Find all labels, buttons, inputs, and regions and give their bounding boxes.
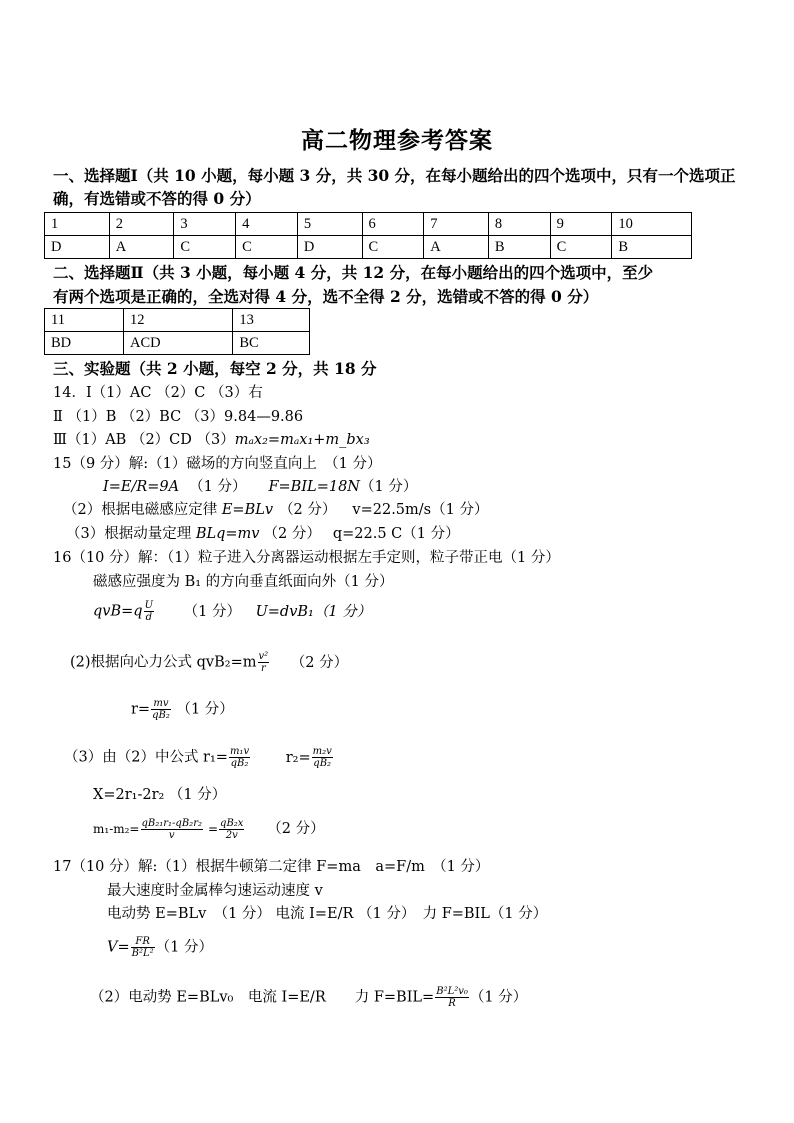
q17-formula-force	[90, 986, 527, 1009]
fraction	[312, 746, 333, 769]
table-cell: D	[297, 236, 362, 259]
numerator: v²	[258, 651, 269, 662]
formula-text: U=dvB₁（1 分）	[255, 603, 372, 620]
q16-line2: 磁感应强度为 B₁ 的方向垂直纸面向外（1 分）	[93, 574, 394, 590]
table-cell: B	[488, 236, 550, 259]
table-cell: BD	[45, 332, 124, 355]
table-cell: A	[109, 236, 174, 259]
q16-formula2	[70, 651, 348, 674]
section2-heading-line2: 有两个选项是正确的，全选对得 4 分，选不全得 2 分，选错或不答的得 0 分）	[53, 287, 599, 306]
q17-formula-velocity	[107, 936, 213, 959]
fraction	[435, 986, 469, 1009]
numerator: B²L²v₀	[436, 986, 468, 997]
table-cell: 12	[123, 309, 232, 332]
denominator: R	[448, 998, 456, 1009]
q15-line2	[103, 476, 417, 498]
denominator: 2v	[225, 830, 238, 841]
q16-formula3	[131, 698, 234, 721]
q15-charge: q=22.5 C（1 分）	[332, 526, 460, 542]
score: （1 分）	[155, 939, 213, 956]
q15-score: （2 分）	[279, 502, 337, 518]
table-cell: B	[612, 236, 692, 259]
table-row-answers	[45, 332, 310, 355]
numerator: qB₂₁r₁-qB₂r₂	[141, 818, 202, 829]
score: （1 分）	[469, 989, 528, 1006]
numerator: U	[144, 600, 153, 611]
q14-part3-prefix: Ⅲ（1）AB （2）CD （3）	[53, 432, 235, 448]
section1-answer-table	[44, 212, 692, 259]
page-title: 高二物理参考答案	[301, 127, 493, 154]
table-cell: 6	[362, 213, 424, 236]
score: （2 分）	[290, 654, 349, 671]
q17-line2: 最大速度时金属棒匀速运动速度 v	[107, 883, 323, 899]
formula-text: qvB=q	[93, 603, 143, 620]
q15-formula-momentum: BLq=mv	[195, 526, 260, 542]
denominator: qB₂	[313, 758, 332, 769]
fraction	[141, 818, 203, 841]
q15-text: （3）根据动量定理	[66, 526, 196, 542]
table-cell: 5	[297, 213, 362, 236]
numerator: FR	[131, 936, 155, 948]
table-cell: 7	[424, 213, 489, 236]
table-cell: C	[362, 236, 424, 259]
table-cell: BC	[233, 332, 310, 355]
section1-heading-line2: 确，有选错或不答的得 0 分）	[53, 189, 261, 208]
score: （2 分）	[267, 821, 325, 837]
q14-part3-formula: mₐx₂=mₐx₁+m_bx₃	[234, 432, 370, 448]
fraction	[131, 936, 155, 959]
q15-formula-emf: E=BLv	[221, 502, 274, 518]
numerator: m₁v	[229, 746, 250, 757]
q16-formula4	[64, 746, 334, 769]
section1-heading-line1: 一、选择题Ⅰ（共 10 小题，每小题 3 分，共 30 分，在每小题给出的四个选项中，只有一个选项正	[53, 166, 736, 185]
q15-line4	[66, 523, 460, 545]
formula-text: r₂=	[285, 749, 311, 766]
numerator: qB₂x	[220, 818, 244, 829]
formula-text: =	[207, 822, 219, 836]
denominator: d	[145, 612, 152, 623]
table-cell: 1	[45, 213, 110, 236]
denominator: r	[260, 663, 266, 674]
formula-text: m₁-m₂=	[93, 822, 140, 836]
q15-text: （2）根据电磁感应定律	[63, 502, 222, 518]
table-cell: 9	[550, 213, 612, 236]
formula-text: （2）电动势 E=BLv₀ 电流 I=E/R 力 F=BIL=	[90, 989, 435, 1006]
table-cell: 4	[236, 213, 298, 236]
table-cell: 8	[488, 213, 550, 236]
denominator: v	[168, 830, 175, 841]
table-cell: D	[45, 236, 110, 259]
q15-line1: 15（9 分）解:（1）磁场的方向竖直向上 （1 分）	[53, 456, 382, 472]
q15-velocity: v=22.5m/s（1 分）	[352, 502, 489, 518]
fraction	[144, 600, 154, 623]
score: （1 分）	[176, 701, 234, 718]
table-row-answers	[45, 236, 692, 259]
table-cell: 11	[45, 309, 124, 332]
numerator: mv	[151, 698, 171, 710]
fraction	[258, 651, 270, 674]
q15-score: （2 分）	[263, 526, 321, 542]
fraction	[229, 746, 250, 769]
q16-formula5	[93, 818, 325, 841]
q14-part1: 14．Ⅰ（1）AC （2）C （3）右	[53, 385, 263, 401]
q15-formula-current: I=E/R=9A	[103, 479, 180, 495]
formula-text: V=	[107, 939, 130, 956]
denominator: B²L²	[131, 948, 154, 959]
table-cell: 13	[233, 309, 310, 332]
denominator: qB₂	[230, 758, 249, 769]
formula-text: (2)根据向心力公式 qvB₂=m	[70, 654, 257, 671]
table-cell: C	[236, 236, 298, 259]
q16-line7: X=2r₁-2r₂ （1 分）	[93, 787, 227, 803]
denominator: qB₂	[152, 710, 170, 721]
table-row-numbers	[45, 309, 310, 332]
q16-formula1	[93, 600, 371, 623]
formula-text: r=	[131, 701, 151, 718]
q14-part2: Ⅱ （1）B （2）BC （3）9.84—9.86	[53, 409, 304, 425]
table-cell: C	[174, 236, 236, 259]
q17-line1: 17（10 分）解:（1）根据牛顿第二定律 F=ma a=F/m （1 分）	[53, 859, 490, 875]
score: （1 分）	[183, 603, 241, 620]
q14-part3	[53, 429, 370, 451]
q15-line3	[63, 499, 488, 521]
section2-answer-table	[44, 308, 310, 355]
table-cell: C	[550, 236, 612, 259]
q15-score: （1 分）	[359, 479, 418, 495]
fraction	[219, 818, 244, 841]
table-row-numbers	[45, 213, 692, 236]
q15-formula-force: F=BIL=18N	[268, 479, 360, 495]
section3-heading: 三、实验题（共 2 小题，每空 2 分，共 18 分	[53, 359, 377, 378]
table-cell: A	[424, 236, 489, 259]
q16-line1: 16（10 分）解：（1）粒子进入分离器运动根据左手定则，粒子带正电（1 分）	[53, 550, 560, 566]
section2-heading-line1: 二、选择题Ⅱ（共 3 小题，每小题 4 分，共 12 分，在每小题给出的四个选项中，至少	[53, 263, 654, 282]
table-cell: ACD	[123, 332, 232, 355]
fraction	[151, 698, 171, 721]
table-cell: 3	[174, 213, 236, 236]
numerator: m₂v	[312, 746, 332, 757]
q15-score: （1 分）	[189, 479, 247, 495]
table-cell: 10	[612, 213, 692, 236]
table-cell: 2	[109, 213, 174, 236]
formula-text: （3）由（2）中公式 r₁=	[64, 749, 228, 766]
q17-line3: 电动势 E=BLv （1 分） 电流 I=E/R （1 分） 力 F=BIL（1 分）	[107, 906, 548, 922]
